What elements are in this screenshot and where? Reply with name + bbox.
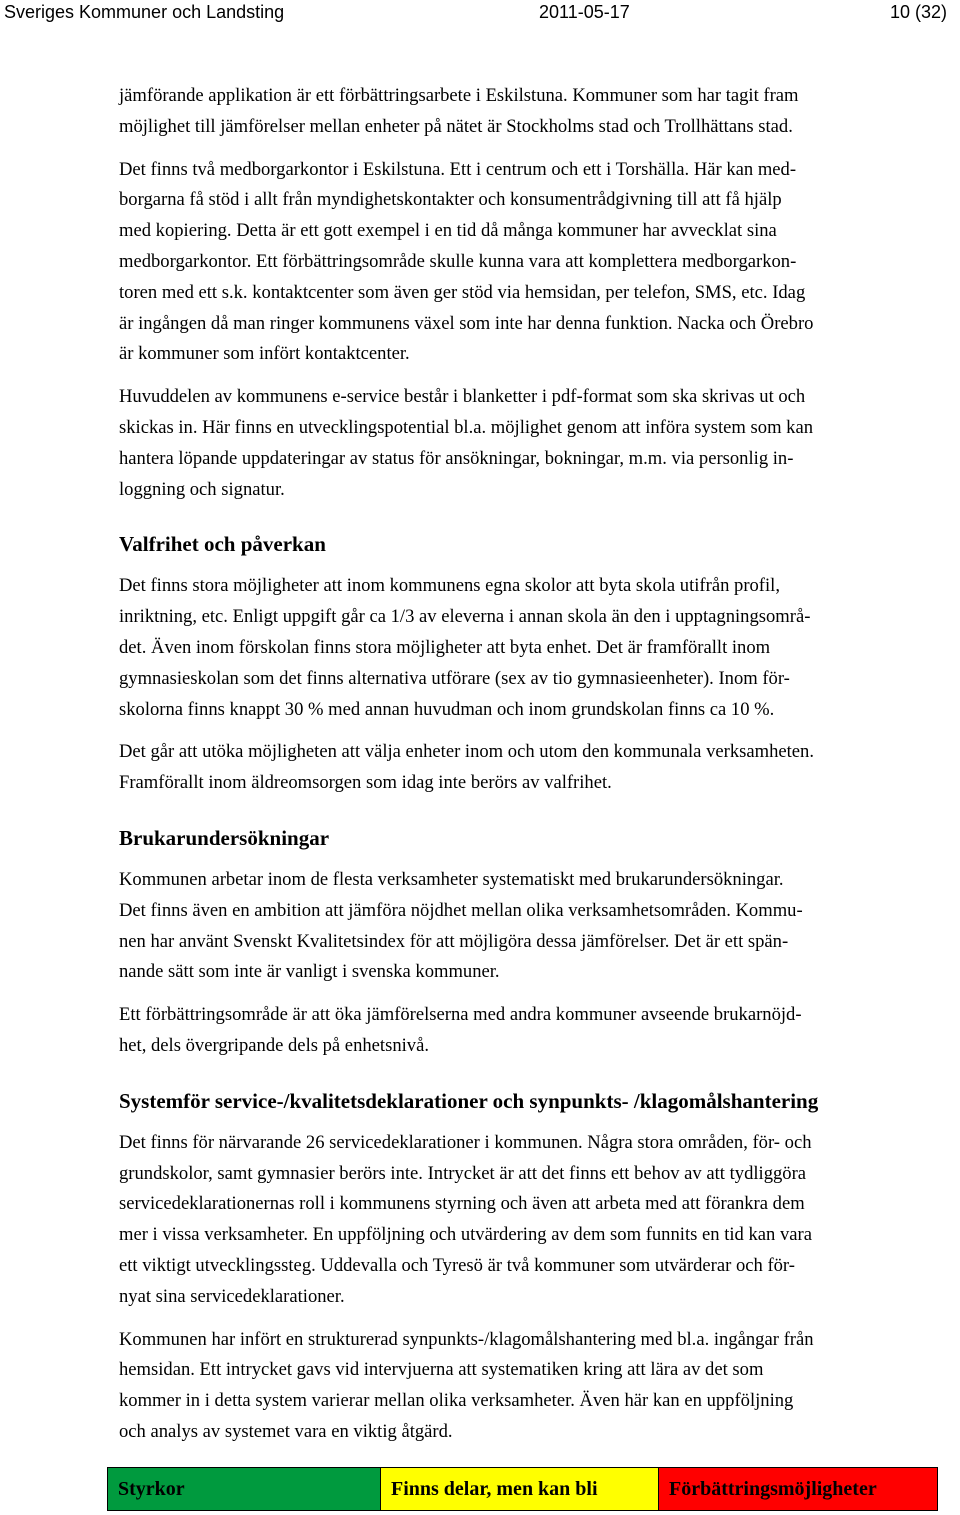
paragraph [119, 1000, 960, 1062]
text-line: jämförande applikation är ett förbättringsarbete i Eskilstuna. Kommuner som har tagit fram [119, 85, 799, 106]
text-line: het, dels övergripande dels på enhetsnivå. [119, 1034, 429, 1056]
text-line: det. Även inom förskolan finns stora möjligheter att byta enhet. Det är framförallt inom [119, 636, 771, 658]
text-line: hemsidan. Ett intrycket gavs vid intervjuerna att systematiken kring att lära av det som [119, 1359, 764, 1381]
paragraph [119, 737, 960, 799]
text-line: nande sätt som inte är vanligt i svenska kommuner. [119, 961, 500, 983]
text-line: loggning och signatur. [119, 478, 285, 500]
text-line: Det går att utöka möjligheten att välja enheter inom och utom den kommunala verksamheten. [119, 741, 814, 763]
text-line: servicedeklarationernas roll i kommunens styrning och även att arbeta med att förankra dem [119, 1193, 805, 1215]
text-line: toren med ett s.k. kontaktcenter som även ger stöd via hemsidan, per telefon, SMS, etc. Idag [119, 281, 806, 303]
document-date: 2011-05-17 [539, 2, 630, 22]
text-line: Huvuddelen av kommunens e-service består i blanketter i pdf-format som ska skrivas ut och [119, 386, 806, 408]
text-line: mer i vissa verksamheter. En uppföljning och utvärdering av dem som funnits en tid kan vara [119, 1224, 812, 1246]
text-line: med kopiering. Detta är ett gott exempel i en tid då många kommuner har avvecklat sina [119, 220, 777, 242]
paragraph [119, 571, 960, 725]
text-line: är kommuner som infört kontaktcenter. [119, 343, 410, 365]
paragraph [119, 382, 960, 505]
text-line: Framförallt inom äldreomsorgen som idag inte berörs av valfrihet. [119, 772, 612, 794]
text-line: hantera löpande uppdateringar av status för ansökningar, bokningar, m.m. via personlig in- [119, 447, 794, 469]
paragraph [119, 1128, 960, 1313]
text-line: Det finns även en ambition att jämföra nöjdhet mellan olika verksamhetsområden. Kommu- [119, 899, 803, 921]
page-header [0, 0, 960, 30]
text-line: nyat sina servicedeklarationer. [119, 1285, 345, 1307]
text-line: nen har använt Svenskt Kvalitetsindex för att möjligöra dessa jämförelser. Det är ett spän- [119, 930, 789, 952]
legend-strengths: Styrkor [108, 1468, 380, 1510]
paragraph [119, 155, 960, 371]
paragraph [119, 81, 960, 143]
paragraph [119, 865, 960, 988]
text-line: Ett förbättringsområde är att öka jämförelserna med andra kommuner avseende brukarnöjd- [119, 1004, 802, 1026]
text-line: Kommunen har infört en strukturerad synpunkts-/klagomålshantering med bl.a. ingångar från [119, 1328, 814, 1350]
text-line: Det finns stora möjligheter att inom kommunens egna skolor att byta skola utifrån profil, [119, 575, 780, 597]
rating-legend [107, 1467, 938, 1511]
section-heading: Valfrihet och påverkan [119, 532, 326, 557]
text-line: inriktning, etc. Enligt uppgift går ca 1/3 av eleverna i annan skola än den i upptagningsområ- [119, 606, 811, 628]
text-line: kommer in i detta system varierar mellan olika verksamheter. Även här kan en uppföljning [119, 1390, 794, 1412]
text-line: Det finns två medborgarkontor i Eskilstuna. Ett i centrum och ett i Torshälla. Här kan med- [119, 158, 797, 180]
text-line: och analys av systemet vara en viktig åtgärd. [119, 1420, 453, 1442]
organization-name: Sveriges Kommuner och Landsting [4, 2, 285, 22]
text-line: är ingången då man ringer kommunens växel som inte har denna funktion. Nacka och Örebro [119, 312, 814, 334]
text-line: borgarna få stöd i allt från myndighetskontakter och konsumentrådgivning till att få hjälp [119, 189, 782, 211]
section-heading: Systemför service-/kvalitetsdeklarationer och synpunkts- /klagomålshantering [119, 1088, 819, 1113]
text-line: medborgarkontor. Ett förbättringsområde skulle kunna vara att komplettera medborgarkon- [119, 250, 797, 272]
text-line: Det finns för närvarande 26 servicedeklarationer i kommunen. Några stora områden, för- och [119, 1131, 812, 1153]
section-heading: Brukarundersökningar [119, 825, 330, 850]
paragraph [119, 1325, 960, 1448]
text-line: skickas in. Här finns en utvecklingspotential bl.a. möjlighet genom att införa system som kan [119, 416, 814, 438]
document-body [119, 81, 960, 1448]
text-line: möjlighet till jämförelser mellan enheter på nätet är Stockholms stad och Trollhättans stad. [119, 115, 793, 137]
text-line: grundskolor, samt gymnasier berörs inte. Intrycket är att det finns ett behov av att tydliggöra [119, 1162, 807, 1184]
legend-improvements: Förbättringsmöjligheter [658, 1468, 937, 1510]
text-line: Kommunen arbetar inom de flesta verksamheter systematiskt med brukarundersökningar. [119, 868, 784, 890]
legend-partial: Finns delar, men kan bli [380, 1468, 658, 1510]
text-line: gymnasieskolan som det finns alternativa utförare (sex av tio gymnasieenheter). Inom för- [119, 667, 790, 689]
text-line: ett viktigt utvecklingssteg. Uddevalla och Tyresö är två kommuner som utvärderar och för- [119, 1254, 795, 1276]
page-number: 10 (32) [889, 2, 947, 22]
text-line: skolorna finns knappt 30 % med annan huvudman och inom grundskolan finns ca 10 %. [119, 698, 775, 720]
